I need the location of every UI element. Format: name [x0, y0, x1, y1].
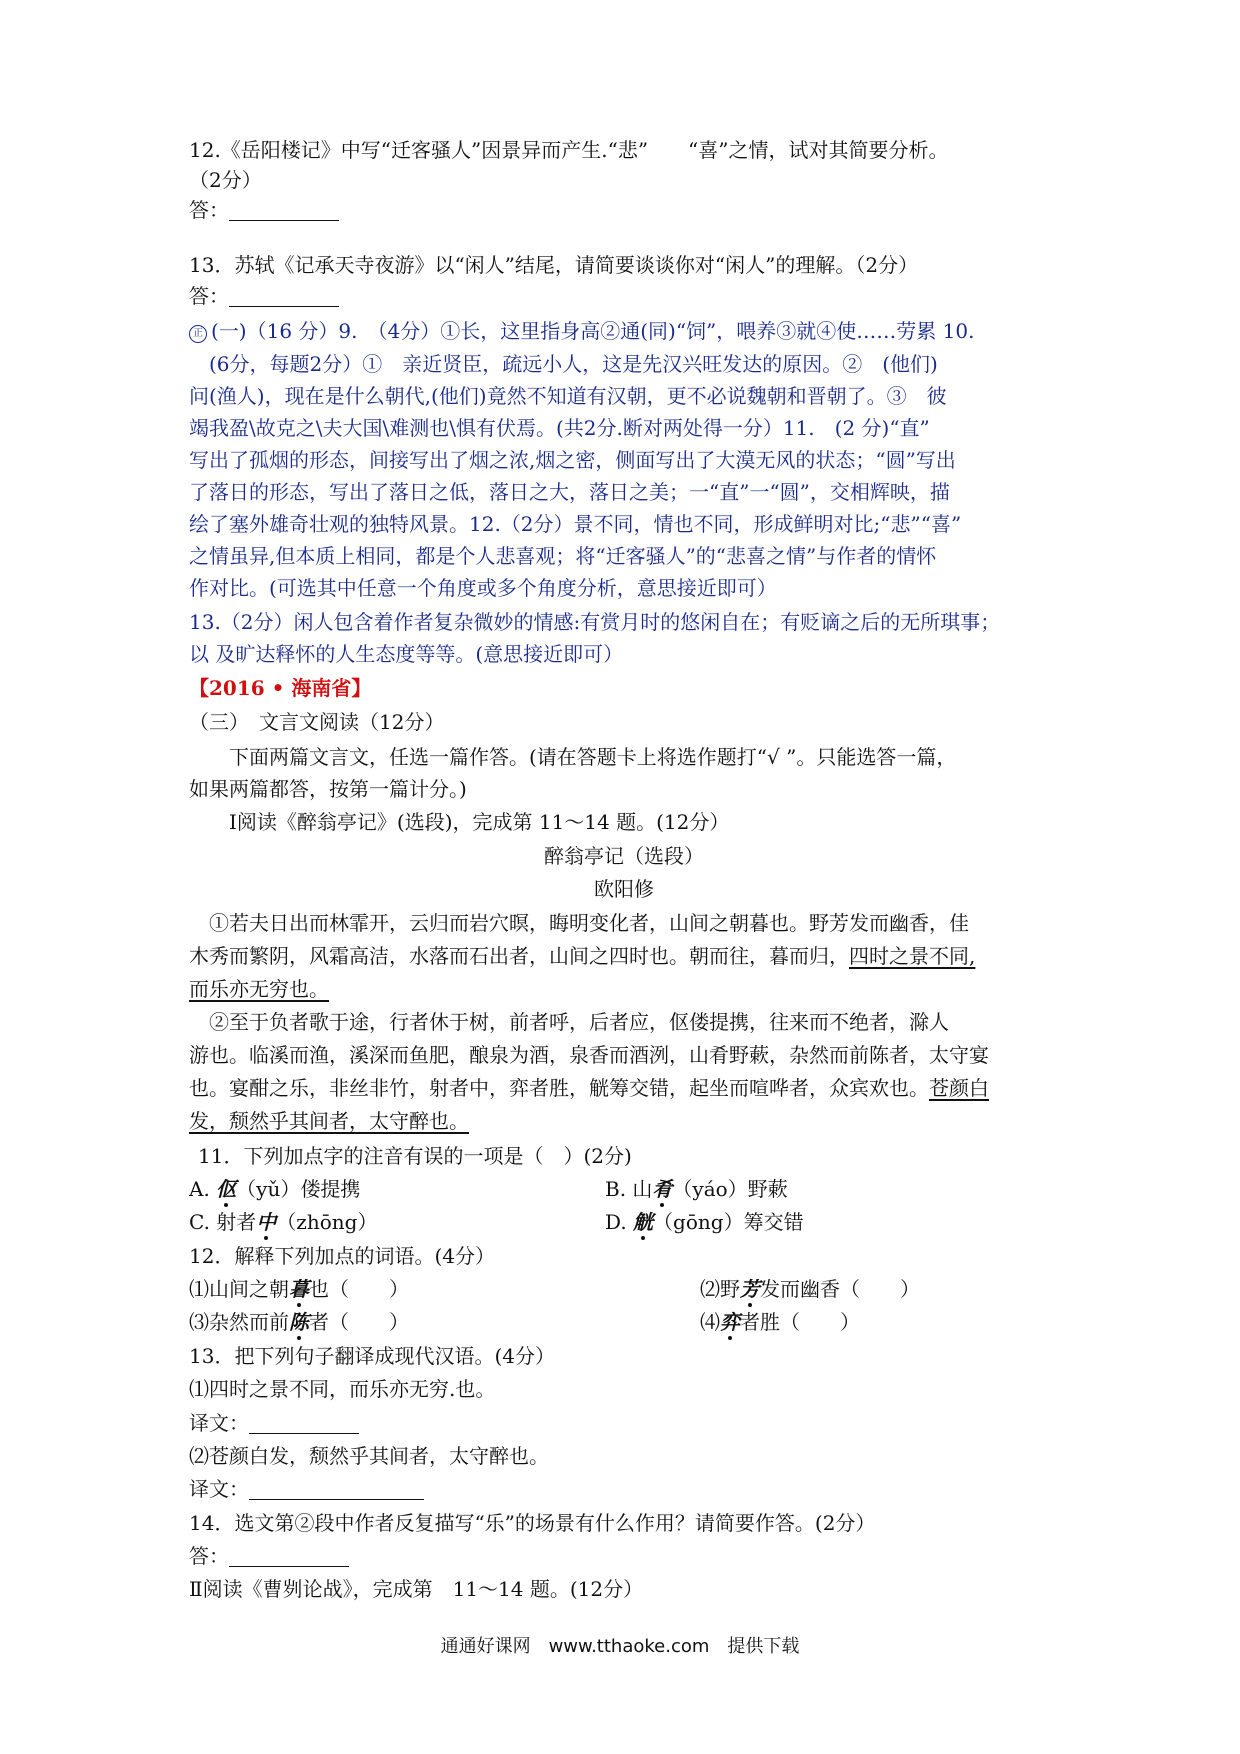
answer-label: 答： [189, 198, 229, 222]
q12-item-2 [700, 1273, 920, 1305]
translation-blank[interactable] [249, 1411, 359, 1434]
option-text: （yáo）野蔌 [672, 1177, 788, 1201]
item-blank[interactable]: 也（ ） [309, 1277, 409, 1301]
option-a[interactable] [189, 1173, 360, 1205]
translation-label: 译文： [189, 1411, 249, 1435]
option-text: （zhōng） [276, 1210, 378, 1234]
question-12-prev: 12.《岳阳楼记》中写“迁客骚人”因景异而产生.“悲” “喜”之情，试对其简要分析。 [189, 138, 949, 162]
dotted-char: 陈 [289, 1310, 309, 1334]
page-footer: 通通好课网 www.tthaoke.com 提供下载 [440, 1636, 800, 1657]
passage-p1-line-2 [189, 940, 1059, 972]
answers-text: (一)（16 分）9. （4分）①长，这里指身高②通(同)“饲”，喂养③就④使……劳累 10. [211, 319, 975, 343]
option-text: （gōng）筹交错 [653, 1210, 804, 1234]
q13-sentence-1: ⑴四时之景不同，而乐亦无穷.也。 [189, 1377, 496, 1401]
part3-intro-1: 下面两篇文言文，任选一篇作答。(请在答题卡上将选作题打“√ ”。只能选答一篇， [189, 745, 957, 769]
question-13-stem: 13．把下列句子翻译成现代汉语。(4分） [189, 1344, 555, 1368]
passage-p2-line-3 [189, 1072, 1059, 1104]
reading-2-instruction: Ⅱ阅读《曹刿论战》，完成第 11～14 题。(12分） [189, 1577, 644, 1601]
question-11-stem: 11．下列加点字的注音有误的一项是（ ）(2分) [198, 1144, 632, 1168]
reading-1-instruction: Ⅰ阅读《醉翁亭记》(选段)，完成第 11～14 题。(12分） [189, 810, 730, 834]
answers-line-7: 绘了塞外雄奇壮观的独特风景。12.（2分）景不同，情也不同，形成鲜明对比;“悲”“喜” [189, 512, 962, 536]
option-label: B. 山 [605, 1177, 653, 1201]
passage-p2-line-4 [189, 1105, 1059, 1137]
passage-p1-line-3 [189, 973, 1059, 1005]
answers-line-2: (6分，每题2分）① 亲近贤臣，疏远小人，这是先汉兴旺发达的原因。② (他们) [189, 352, 938, 376]
dotted-char: 弈 [720, 1310, 740, 1334]
item-text: ⑶杂然而前 [189, 1310, 289, 1334]
passage-author: 欧阳修 [594, 877, 654, 901]
answers-line-10: 13.（2分）闲人包含着作者复杂微妙的情感:有赏月时的悠闲自在；有贬谪之后的无所琪事； [189, 610, 1001, 634]
answer-blank[interactable] [229, 198, 339, 221]
underlined-text: 四时之景不同, [849, 944, 976, 968]
underlined-text: 苍颜白 [929, 1076, 989, 1100]
question-14-answer [189, 1540, 1059, 1572]
option-text: （yǔ）偻提携 [236, 1177, 361, 1201]
option-label: A. [189, 1177, 210, 1201]
question-14-stem: 14．选文第②段中作者反复描写“乐”的场景有什么作用？请简要作答。(2分） [189, 1511, 876, 1535]
answers-line-5: 写出了孤烟的形态，间接写出了烟之浓,烟之密，侧面写出了大漠无风的状态；“圆”写出 [189, 448, 956, 472]
answers-line-3: 问(渔人)，现在是什么朝代,(他们)竟然不知道有汉朝，更不必说魏朝和晋朝了。③ 彼 [189, 384, 947, 408]
answer-label: 答： [189, 284, 229, 308]
dotted-char: 肴 [652, 1177, 673, 1201]
item-text: ⑵野 [700, 1277, 740, 1301]
option-b[interactable] [605, 1173, 788, 1205]
item-blank[interactable]: 者胜（ ） [740, 1310, 860, 1334]
option-label: D. [605, 1210, 627, 1234]
answer-label: 答： [189, 1544, 229, 1568]
dotted-char: 伛 [216, 1177, 237, 1201]
answers-line-9: 作对比。(可选其中任意一个角度或多个角度分析，意思接近即可） [189, 576, 777, 600]
question-13-prev: 13．苏轼《记承天寺夜游》以“闲人”结尾，请简要谈谈你对“闲人”的理解。（2分） [189, 253, 919, 277]
answer-blank[interactable] [229, 1544, 349, 1567]
section-tag: 【2016 • 海南省】 [189, 676, 372, 700]
passage-p2-line-1: ②至于负者歌于途，行者休于树，前者呼，后者应，伛偻提携，往来而不绝者，滁人 [189, 1010, 949, 1034]
answers-line-4: 竭我盈\故克之\夫大国\难测也\惧有伏焉。(共2分.断对两处得一分）11. (2 分)“直” [189, 416, 930, 440]
part3-heading: （三） 文言文阅读（12分） [189, 710, 445, 734]
passage-text: 木秀而繁阴，风霜高洁，水落而石出者，山间之四时也。朝而往，暮而归， [189, 944, 849, 968]
dotted-char: 中 [256, 1210, 277, 1234]
underlined-text: 而乐亦无穷也。 [189, 977, 329, 1001]
item-text: ⑷ [700, 1310, 720, 1334]
translation-blank[interactable] [249, 1477, 424, 1500]
item-blank[interactable]: 发而幽香（ ） [760, 1277, 920, 1301]
passage-p2-line-2: 游也。临溪而渔，溪深而鱼肥，酿泉为酒，泉香而酒洌，山肴野蔌，杂然而前陈者，太守宴 [189, 1043, 989, 1067]
passage-p1-line-1: ①若夫日出而林霏开，云归而岩穴暝，晦明变化者，山间之朝暮也。野芳发而幽香，佳 [189, 911, 969, 935]
answers-line-6: 了落日的形态，写出了落日之低，落日之大，落日之美；一“直”一“圆”，交相辉映，描 [189, 480, 950, 504]
answers-line-11: 以 及旷达释怀的人生态度等等。(意思接近即可） [189, 642, 624, 666]
option-c[interactable] [189, 1206, 377, 1238]
q12-item-3 [189, 1306, 409, 1338]
passage-text: 也。宴酣之乐，非丝非竹，射者中，弈者胜，觥筹交错，起坐而喧哗者，众宾欢也。 [189, 1076, 929, 1100]
correct-mark-icon: 正 [189, 325, 207, 343]
answer-blank[interactable] [229, 284, 339, 307]
item-blank[interactable]: 者（ ） [309, 1310, 409, 1334]
dotted-char: 暮 [289, 1277, 309, 1301]
q13-translation-2 [189, 1473, 1059, 1505]
option-d[interactable] [605, 1206, 804, 1238]
dotted-char: 觥 [633, 1210, 654, 1234]
translation-label: 译文： [189, 1477, 249, 1501]
q13-translation-1 [189, 1407, 1059, 1439]
q13-sentence-2: ⑵苍颜白发，颓然乎其间者，太守醉也。 [189, 1444, 549, 1468]
part3-intro-2: 如果两篇都答，按第一篇计分。) [189, 777, 467, 801]
item-text: ⑴山间之朝 [189, 1277, 289, 1301]
option-label: C. 射者 [189, 1210, 257, 1234]
question-12-stem: 12．解释下列加点的词语。(4分） [189, 1244, 495, 1268]
q12-item-1 [189, 1273, 409, 1305]
dotted-char: 芳 [740, 1277, 760, 1301]
answers-line-8: 之情虽异,但本质上相同，都是个人悲喜观；将“迁客骚人”的“悲喜之情”与作者的情怀 [189, 544, 937, 568]
question-12-prev-points: （2分） [189, 168, 262, 192]
q12-item-4 [700, 1306, 860, 1338]
question-13-prev-answer [189, 280, 1059, 312]
question-12-prev-answer [189, 194, 1059, 226]
underlined-text: 发，颓然乎其间者，太守醉也。 [189, 1109, 469, 1133]
answers-line-1 [189, 315, 1059, 347]
passage-title: 醉翁亭记（选段） [544, 844, 704, 868]
